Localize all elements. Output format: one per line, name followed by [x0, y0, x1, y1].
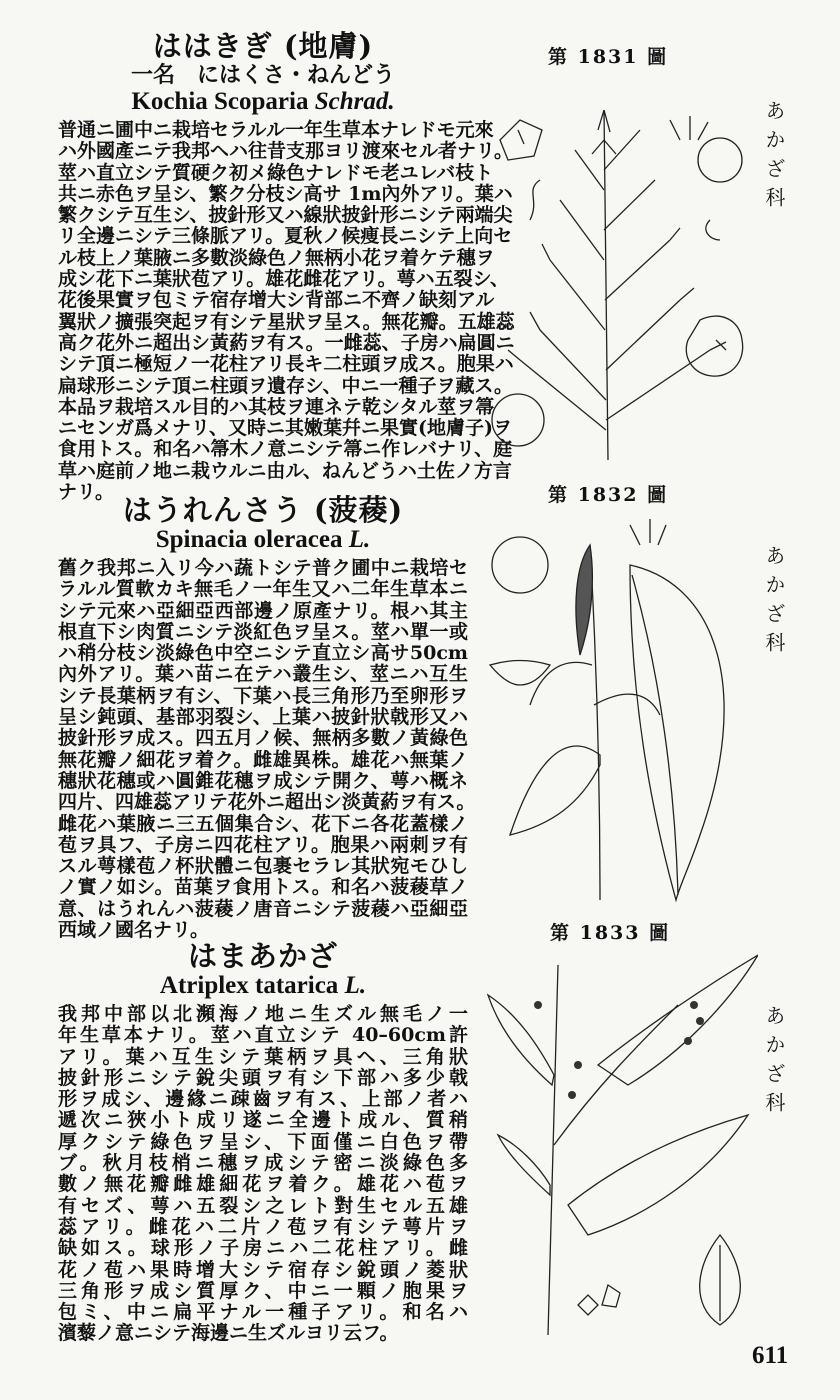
description-line: 披針形ニシテ銳尖頭ヲ有シ下部ハ多少戟: [58, 1066, 468, 1089]
scientific-name-author: Schrad.: [314, 88, 395, 115]
description-line: 我邦中部以北瀕海ノ地ニ生ズル無毛ノ一: [58, 1003, 468, 1025]
description-line: 缺如ス。球形ノ子房ニハ二花柱アリ。雌: [58, 1237, 468, 1260]
alternate-name: 一名 にはくさ・ねんどう: [130, 62, 395, 88]
entry-hahakigi: [58, 29, 515, 504]
description-line: ノ實ノ如シ。苗葉ヲ食用トス。和名ハ菠薐草ノ: [58, 876, 468, 899]
entry-description: [58, 557, 476, 942]
scientific-name: [58, 526, 468, 554]
entry-hourensou: [58, 493, 476, 942]
large-leaf: [630, 565, 724, 900]
description-line: 意、はうれんハ菠薐ノ唐音ニシテ菠薐ハ亞細亞: [58, 897, 468, 920]
bract-detail: [700, 1235, 741, 1325]
description-line: 內外アリ。葉ハ苗ニ在テハ叢生シ、莖ニハ互生: [58, 663, 468, 686]
description-line: シテ元來ハ亞細亞西部邊ノ原產ナリ。根ハ其主: [58, 599, 468, 622]
description-line: 包ミ、中ニ扁平ナル一種子アリ。和名ハ: [58, 1301, 468, 1324]
triangular-leaf: [598, 955, 758, 1085]
family-label: あかざ科: [762, 545, 786, 661]
description-line: 遞次ニ狹小ト成リ遂ニ全邊ト成ル、質稍: [58, 1109, 468, 1132]
description-line: 形ヲ成シ、邊緣ニ疎齒ヲ有ス、上部ノ者ハ: [58, 1088, 468, 1111]
entry-hamaakaza: [58, 940, 468, 1345]
flower-detail: [686, 316, 742, 376]
description-line: シテ長葉柄ヲ有シ、下葉ハ長三角形乃至卵形ヲ: [58, 684, 468, 707]
entry-title: ははきぎ (地膚): [152, 29, 374, 63]
description-line: 濱藜ノ意ニシテ海邊ニ生ズルヨリ云フ。: [58, 1322, 399, 1345]
spinach-illustration: [480, 505, 755, 905]
entry-title: はうれんさう (菠薐): [122, 493, 404, 527]
kochia-illustration: [480, 70, 760, 470]
page-number: 611: [752, 1342, 789, 1369]
seed-detail: [578, 1285, 620, 1315]
scientific-name-author: L.: [348, 526, 371, 553]
description-line: 繁クシテ互生シ、披針形又ハ線狀披針形ニシテ兩端尖: [58, 204, 513, 227]
description-line: 根直下シ肉質ニシテ淡紅色ヲ呈ス。莖ハ單一或: [58, 620, 468, 643]
description-line: 共ニ赤色ヲ呈シ、繁ク分枝シ高サ 1m內外アリ。葉ハ: [58, 182, 513, 205]
description-line: 數ノ無花瓣雌雄細花ヲ着ク。雄花ハ苞ヲ: [58, 1173, 468, 1196]
seed-detail: [698, 138, 742, 182]
figure-label-1832: 第 1832 圖: [548, 484, 669, 506]
stamen-detail: [630, 519, 666, 545]
entry-description: [58, 1004, 468, 1345]
description-line: リ全邊ニシテ三條脈アリ。夏秋ノ候痩長ニシテ上向セ: [58, 225, 513, 248]
description-line: ハ外國產ニテ我邦ヘハ往昔支那ヨリ渡來セル者ナリ。: [58, 140, 514, 163]
fruit-detail: [492, 394, 544, 446]
scientific-name: [58, 972, 468, 1000]
description-line: 高ク花外ニ超出シ黃葯ヲ有ス。一雌蕊、子房ハ扁圓ニ: [58, 331, 515, 354]
scientific-name-genus: Kochia Scoparia: [131, 88, 309, 115]
triangular-leaf: [488, 995, 554, 1085]
description-line: 苞ヲ具フ、子房ニ四花柱アリ。胞果ハ兩刺ヲ有: [58, 833, 468, 856]
description-line: 蕊アリ。雌花ハ二片ノ苞ヲ有シテ萼片ヲ: [58, 1215, 468, 1238]
scientific-name-genus: Atriplex tatarica: [159, 972, 339, 999]
scientific-name-genus: Spinacia oleracea: [155, 526, 343, 553]
triangular-leaf: [568, 1115, 748, 1235]
description-line: スル萼樣苞ノ杯狀體ニ包裹セラレ其狀宛モひし: [58, 855, 468, 878]
figure-label-1833: 第 1833 圖: [550, 922, 671, 944]
description-line: ル枝上ノ葉腋ニ多數淡綠色ノ無柄小花ヲ着ケテ穗ヲ: [58, 246, 495, 269]
description-line: ハ稍分枝シ淡綠色中空ニシテ直立シ高サ50cm: [58, 642, 468, 665]
leaf-sprays: [508, 110, 726, 430]
entry-description: [58, 119, 515, 504]
entry-title: はまあかざ: [187, 939, 338, 973]
description-line: 成シ花下ニ葉狀苞アリ。雄花雌花アリ。萼ハ五裂シ、: [58, 268, 510, 291]
description-line: シテ頂ニ極短ノ一花柱アリ長キ二柱頭ヲ成ス。胞果ハ: [58, 353, 514, 376]
description-line: 花ノ苞ハ果時增大シテ宿存シ銳頭ノ菱狀: [58, 1258, 468, 1281]
scientific-name-author: L.: [344, 972, 367, 999]
winged-fruit: [500, 120, 542, 160]
description-line: 披針形ヲ成ス。四五月ノ候、無柄多數ノ黃綠色: [58, 727, 468, 750]
description-line: 本品ヲ栽培スル目的ハ其枝ヲ連ネテ乾シタル莖ヲ箒: [58, 395, 495, 418]
description-line: 四片、四雄蕊アリテ花外ニ超出シ淡黃葯ヲ有ス。: [58, 791, 476, 814]
description-line: ラルル質軟カキ無毛ノ一年生又ハ二年生草本ニ: [58, 578, 468, 601]
description-line: 年生草本ナリ。莖ハ直立シテ 40–60cm許: [58, 1024, 468, 1047]
family-label: あかざ科: [762, 1005, 786, 1121]
description-line: ブ。秋月枝梢ニ穗ヲ成シテ密ニ淡綠色多: [58, 1152, 468, 1175]
description-line: 草ハ庭前ノ地ニ栽ウルニ由ル、ねんどうハ土佐ノ方言: [58, 459, 512, 482]
description-line: 三角形ヲ成シ質厚ク、中ニ一顆ノ胞果ヲ: [58, 1279, 468, 1302]
description-line: 雌花ハ葉腋ニ三五個集合シ、花下ニ各花蓋樣ノ: [58, 812, 468, 835]
description-line: 呈シ鈍頭、基部羽裂シ、上葉ハ披針狀戟形又ハ: [58, 706, 468, 729]
description-line: 食用トス。和名ハ箒木ノ意ニシテ箒ニ作レバナリ、庭: [58, 438, 513, 461]
description-line: 普通ニ圃中ニ栽培セラルル一年生草本ナレドモ元來: [58, 119, 494, 141]
description-line: 花後果實ヲ包ミテ宿存增大シ背部ニ不齊ノ缺刻アル: [58, 289, 495, 312]
upper-leaf: [530, 662, 660, 715]
stamen-detail: [530, 116, 720, 240]
scientific-name: [58, 88, 468, 116]
lower-leaf: [510, 746, 600, 835]
description-line: アリ。葉ハ互生シテ葉柄ヲ具ヘ、三角狀: [58, 1045, 468, 1068]
figure-label-1831: 第 1831 圖: [548, 46, 669, 68]
flower-spike: [576, 545, 592, 655]
description-line: ナリ。: [58, 481, 115, 504]
family-label: あかざ科: [762, 100, 786, 216]
description-line: 翼狀ノ擴張突起ヲ有シテ星狀ヲ呈ス。無花瓣。五雄蕊: [58, 310, 515, 333]
description-line: 西域ノ國名ナリ。: [58, 919, 210, 942]
description-line: 有セズ、萼ハ五裂シ之レト對生セル五雄: [58, 1194, 468, 1217]
atriplex-illustration: [478, 945, 758, 1340]
description-line: 莖ハ直立シテ質硬ク初メ綠色ナレドモ老ユレバ枝ト: [58, 161, 494, 184]
triangular-leaf: [498, 1135, 550, 1195]
flower-cluster-detail: [492, 537, 548, 593]
description-line: 厚クシテ綠色ヲ呈シ、下面僅ニ白色ヲ帶: [58, 1130, 468, 1153]
flower-clusters: [534, 1001, 704, 1099]
description-line: ニセンガ爲メナリ、又時ニ其嫩葉幷ニ果實(地膚子)ヲ: [58, 417, 513, 440]
description-line: 舊ク我邦ニ入リ今ハ蔬トシテ普ク圃中ニ栽培セ: [58, 557, 468, 579]
description-line: 無花瓣ノ細花ヲ着ク。雌雄異株。雄花ハ無葉ノ: [58, 748, 468, 771]
description-line: 穗狀花穗或ハ圓錐花穗ヲ成シテ開ク、萼ハ概ネ: [58, 769, 468, 792]
description-line: 扁球形ニシテ頂ニ柱頭ヲ遺存シ、中ニ一種子ヲ藏ス。: [58, 374, 514, 397]
